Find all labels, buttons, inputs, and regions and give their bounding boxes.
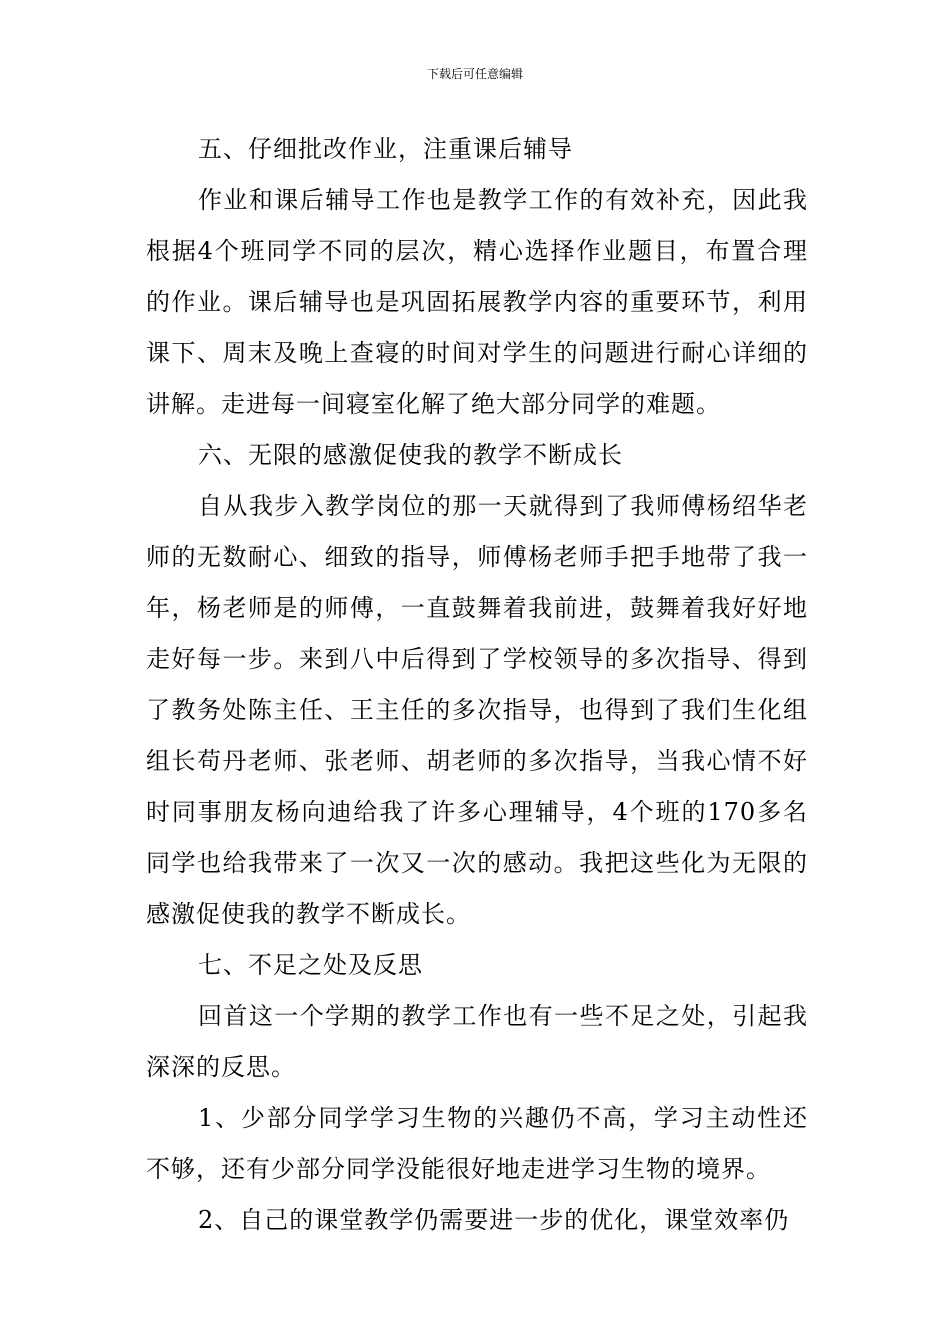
list-item: 2、自己的课堂教学仍需要进一步的优化，课堂效率仍 — [198, 1206, 790, 1234]
section-heading-5: 五、仔细批改作业，注重课后辅导 — [198, 135, 573, 163]
paragraph: 作业和课后辅导工作也是教学工作的有效补充，因此我根据4个班同学不同的层次，精心选择作业题目，布置合理的作业。课后辅导也是巩固拓展教学内容的重要环节，利用课下、周末及晚上查寝的时间对学生的问题进行耐心详细的讲解。走进每一间寝室化解了绝大部分同学的难题。 — [146, 186, 808, 418]
list-item: 1、少部分同学学习生物的兴趣仍不高，学习主动性还不够，还有少部分同学没能很好地走进学习生物的境界。 — [146, 1104, 808, 1183]
section-heading-7: 七、不足之处及反思 — [198, 951, 423, 979]
paragraph: 回首这一个学期的教学工作也有一些不足之处，引起我深深的反思。 — [146, 1002, 808, 1081]
header-note: 下载后可任意编辑 — [426, 67, 523, 81]
section-heading-6: 六、无限的感激促使我的教学不断成长 — [198, 441, 623, 469]
paragraph: 自从我步入教学岗位的那一天就得到了我师傅杨绍华老师的无数耐心、细致的指导，师傅杨老师手把手地带了我一年，杨老师是的师傅，一直鼓舞着我前进，鼓舞着我好好地走好每一步。来到八中后得到了学校领导的多次指导、得到了教务处陈主任、王主任的多次指导，也得到了我们生化组组长苟丹老师、张老师、胡老师的多次指导，当我心情不好时同事朋友杨向迪给我了许多心理辅导，4个班的170多名同学也给我带来了一次又一次的感动。我把这些化为无限的感激促使我的教学不断成长。 — [146, 492, 808, 928]
document-body — [146, 124, 808, 1246]
